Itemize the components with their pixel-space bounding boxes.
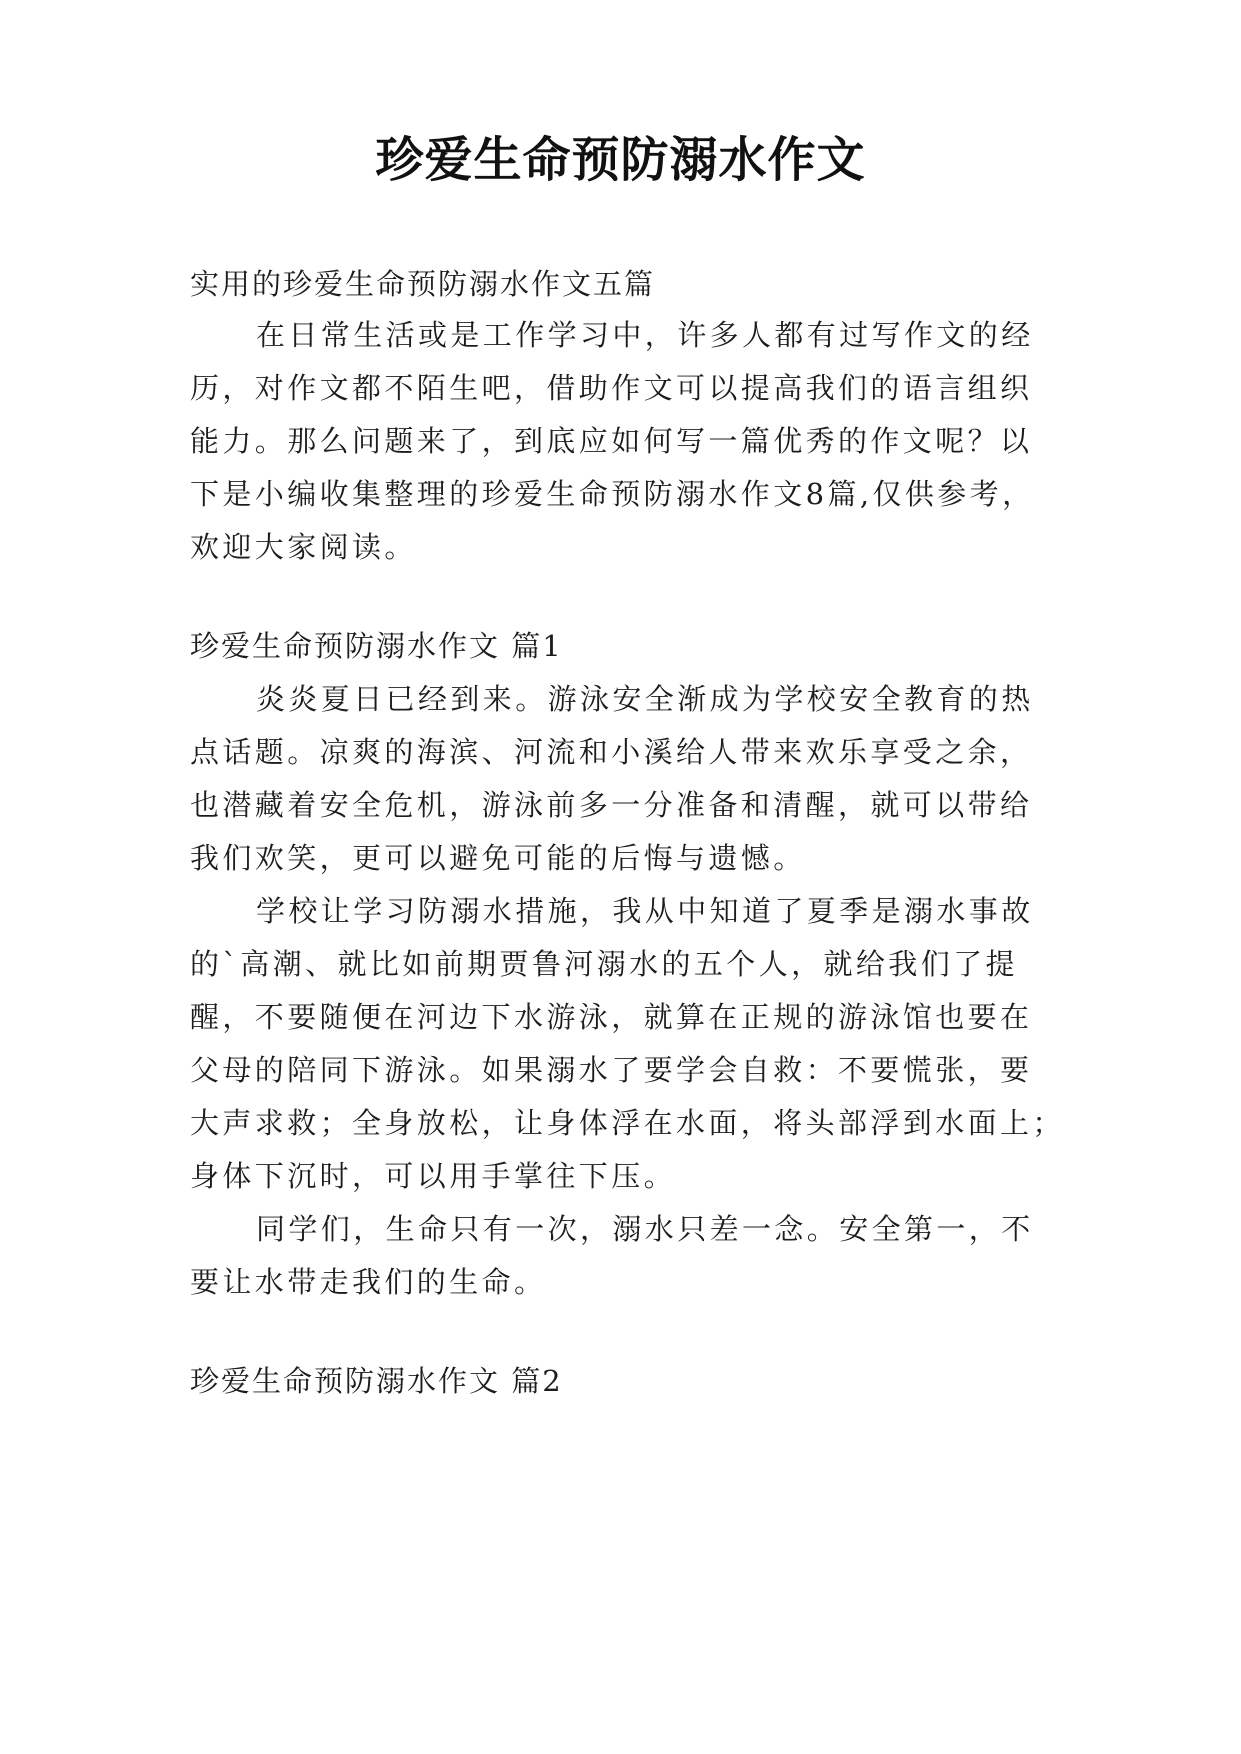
- section-1-para-2-line-1: 学校让学习防溺水措施，我从中知道了夏季是溺水事故: [256, 894, 1034, 928]
- section-1-para-2-line-2: 的`高潮、就比如前期贾鲁河溺水的五个人，就给我们了提: [190, 947, 1018, 981]
- document-subtitle: 实用的珍爱生命预防溺水作文五篇: [190, 267, 656, 301]
- section-2-heading: 珍爱生命预防溺水作文 篇2: [190, 1364, 563, 1398]
- section-1-para-1-line-2: 点话题。凉爽的海滨、河流和小溪给人带来欢乐享受之余，: [190, 735, 1033, 769]
- section-1-para-1-line-3: 也潜藏着安全危机，游泳前多一分准备和清醒，就可以带给: [190, 788, 1033, 822]
- intro-line-2: 历，对作文都不陌生吧，借助作文可以提高我们的语言组织: [190, 371, 1033, 405]
- section-1-para-2-line-6: 身体下沉时，可以用手掌往下压。: [190, 1159, 677, 1193]
- intro-line-4: 下是小编收集整理的珍爱生命预防溺水作文8篇,仅供参考，: [190, 477, 1035, 511]
- section-1-para-2-line-5: 大声求救；全身放松，让身体浮在水面，将头部浮到水面上；: [190, 1106, 1065, 1140]
- section-1-heading: 珍爱生命预防溺水作文 篇1: [190, 629, 563, 663]
- section-1-para-1-line-4: 我们欢笑，更可以避免可能的后悔与遗憾。: [190, 841, 806, 875]
- section-1-para-3-line-2: 要让水带走我们的生命。: [190, 1265, 547, 1299]
- section-1-para-2-line-4: 父母的陪同下游泳。如果溺水了要学会自救：不要慌张，要: [190, 1053, 1033, 1087]
- intro-line-1: 在日常生活或是工作学习中，许多人都有过写作文的经: [256, 318, 1034, 352]
- section-1-para-3-line-1: 同学们，生命只有一次，溺水只差一念。安全第一，不: [256, 1212, 1034, 1246]
- intro-line-5: 欢迎大家阅读。: [190, 530, 417, 564]
- section-1-para-2-line-3: 醒，不要随便在河边下水游泳，就算在正规的游泳馆也要在: [190, 1000, 1033, 1034]
- document-title: 珍爱生命预防溺水作文: [375, 132, 866, 188]
- intro-line-3: 能力。那么问题来了，到底应如何写一篇优秀的作文呢？以: [190, 424, 1033, 458]
- section-1-para-1-line-1: 炎炎夏日已经到来。游泳安全渐成为学校安全教育的热: [256, 682, 1034, 716]
